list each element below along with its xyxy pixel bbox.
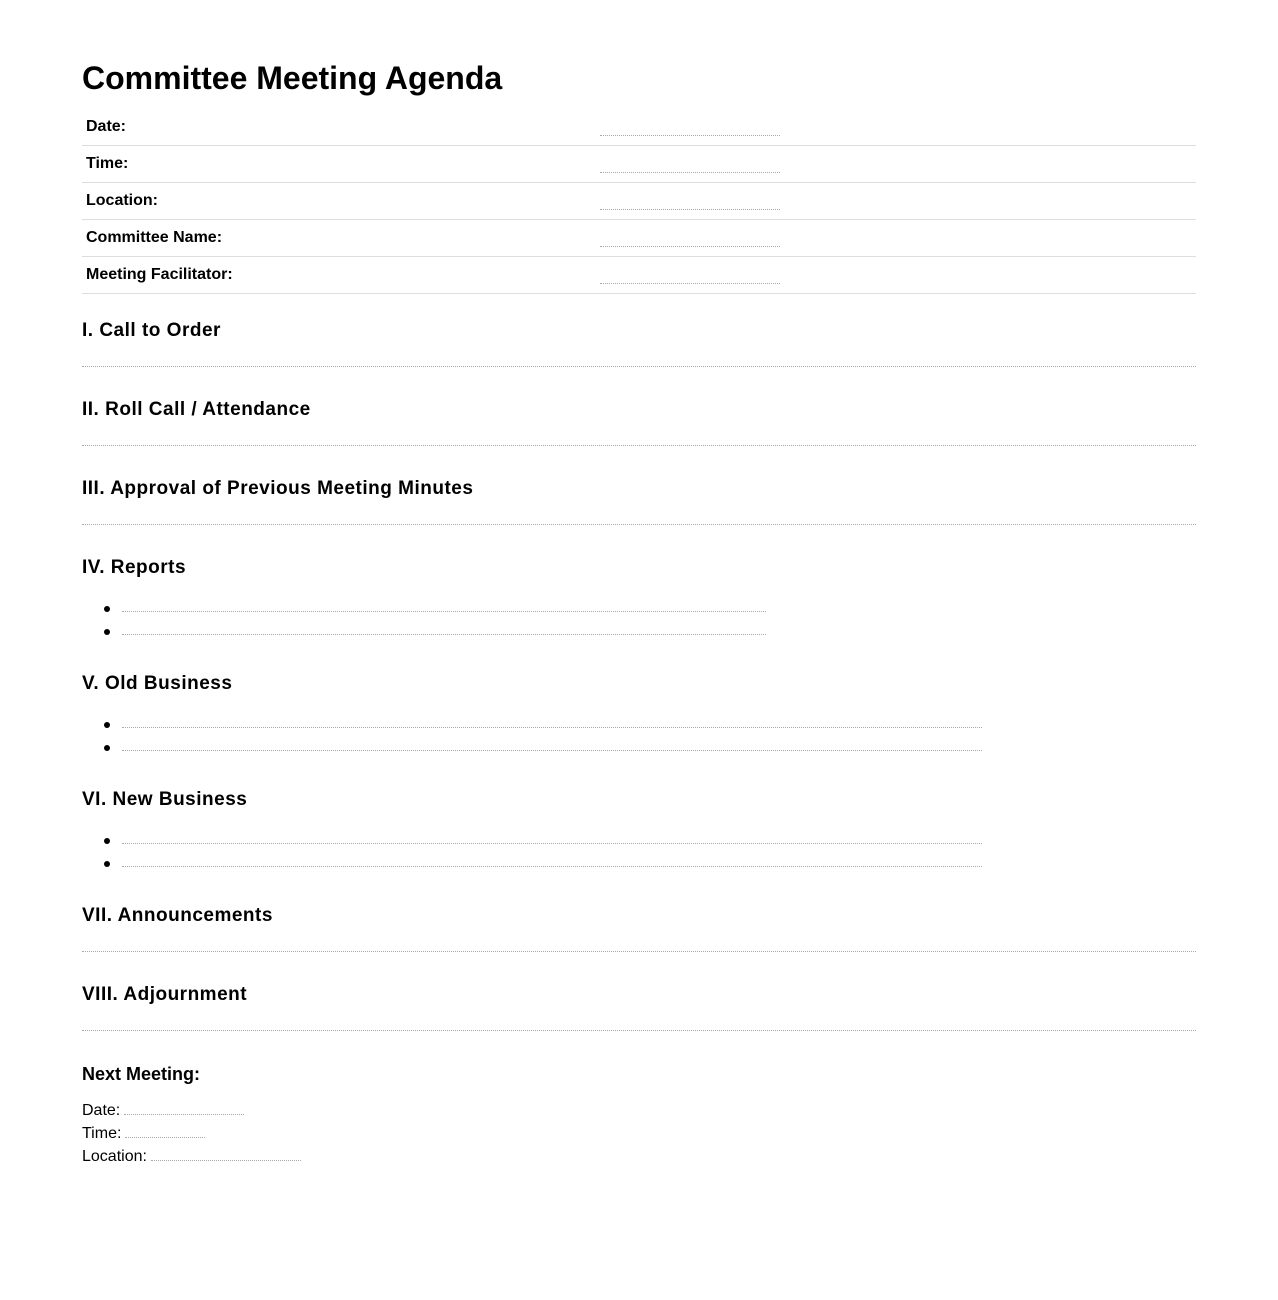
new-business-item-line[interactable] <box>122 866 982 867</box>
time-field[interactable] <box>600 172 780 173</box>
next-meeting-location-label: Location: <box>82 1148 147 1165</box>
report-item-line[interactable] <box>122 611 766 612</box>
next-meeting-time-field[interactable] <box>125 1137 205 1138</box>
next-meeting-location-row <box>82 1147 301 1167</box>
info-row-time <box>82 146 1196 183</box>
section-announcements <box>82 904 1196 928</box>
section-heading: II. Roll Call / Attendance <box>82 399 311 420</box>
notes-line[interactable] <box>82 951 1196 952</box>
bullet-icon <box>104 606 110 612</box>
notes-line[interactable] <box>82 1030 1196 1031</box>
info-row-meeting-facilitator <box>82 257 1196 294</box>
section-heading: VII. Announcements <box>82 905 273 926</box>
section-reports <box>82 556 1196 580</box>
bullet-icon <box>104 861 110 867</box>
bullet-icon <box>104 745 110 751</box>
section-roll-call <box>82 398 1196 422</box>
section-heading: V. Old Business <box>82 673 233 694</box>
old-business-item-line[interactable] <box>122 750 982 751</box>
section-heading: VIII. Adjournment <box>82 984 248 1005</box>
old-business-item-line[interactable] <box>122 727 982 728</box>
new-business-item-line[interactable] <box>122 843 982 844</box>
info-label-location: Location: <box>86 192 158 209</box>
section-approval-of-minutes <box>82 477 1196 501</box>
info-row-location <box>82 183 1196 220</box>
next-meeting-heading: Next Meeting: <box>82 1064 201 1084</box>
notes-line[interactable] <box>82 445 1196 446</box>
next-meeting-time-row <box>82 1124 205 1144</box>
notes-line[interactable] <box>82 366 1196 367</box>
info-label-committee-name: Committee Name: <box>86 229 223 246</box>
next-meeting-date-field[interactable] <box>124 1114 244 1115</box>
section-call-to-order <box>82 319 1196 343</box>
location-field[interactable] <box>600 209 780 210</box>
section-new-business <box>82 788 1196 812</box>
info-row-date <box>82 109 1196 146</box>
info-label-time: Time: <box>86 155 129 172</box>
section-old-business <box>82 672 1196 696</box>
date-field[interactable] <box>600 135 780 136</box>
meeting-facilitator-field[interactable] <box>600 283 780 284</box>
notes-line[interactable] <box>82 524 1196 525</box>
info-row-committee-name <box>82 220 1196 257</box>
section-heading: IV. Reports <box>82 557 187 578</box>
report-item-line[interactable] <box>122 634 766 635</box>
bullet-icon <box>104 838 110 844</box>
section-adjournment <box>82 983 1196 1007</box>
committee-name-field[interactable] <box>600 246 780 247</box>
page-title: Committee Meeting Agenda <box>82 60 503 96</box>
section-heading: I. Call to Order <box>82 320 221 341</box>
next-meeting-section <box>82 1063 201 1165</box>
next-meeting-date-row <box>82 1101 244 1121</box>
next-meeting-date-label: Date: <box>82 1102 121 1119</box>
section-heading: VI. New Business <box>82 789 248 810</box>
meeting-info-table <box>82 109 1196 294</box>
bullet-icon <box>104 722 110 728</box>
info-label-date: Date: <box>86 118 127 135</box>
next-meeting-location-field[interactable] <box>151 1160 301 1161</box>
next-meeting-time-label: Time: <box>82 1125 122 1142</box>
section-heading: III. Approval of Previous Meeting Minutes <box>82 478 474 499</box>
bullet-icon <box>104 629 110 635</box>
info-label-meeting-facilitator: Meeting Facilitator: <box>86 266 233 283</box>
